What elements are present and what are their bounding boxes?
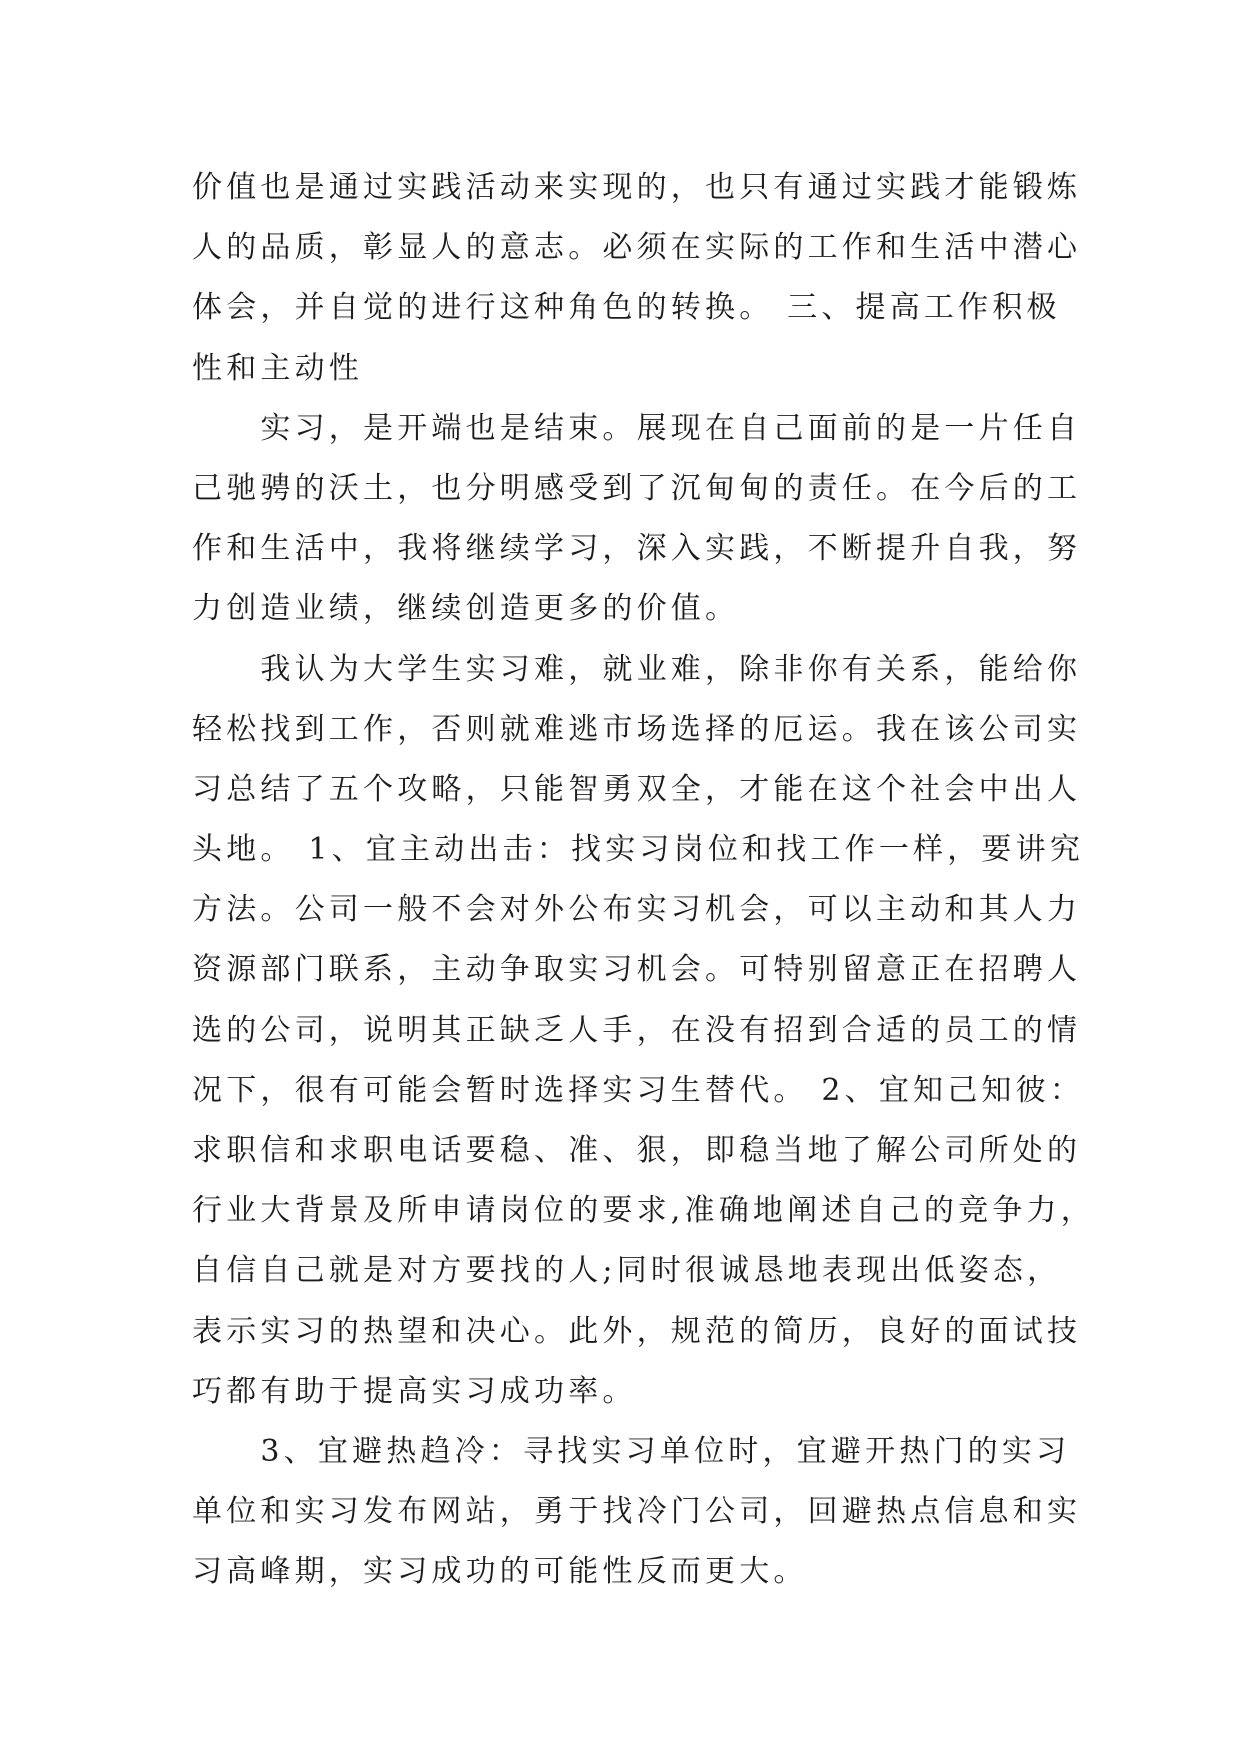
text-line-6: 己驰骋的沃土，也分明感受到了沉甸甸的责任。在今后的工 bbox=[192, 470, 1082, 506]
text-line-24: 习高峰期，实习成功的可能性反而更大。 bbox=[192, 1554, 808, 1590]
text-line-22: 3、宜避热趋冷：寻找实习单位时，宜避开热门的实习 bbox=[192, 1433, 1071, 1469]
text-line-4: 性和主动性 bbox=[192, 350, 363, 386]
text-line-5: 实习，是开端也是结束。展现在自己面前的是一片任自 bbox=[192, 410, 1082, 446]
text-line-20: 表示实习的热望和决心。此外，规范的简历，良好的面试技 bbox=[192, 1313, 1082, 1349]
text-line-8: 力创造业绩，继续创造更多的价值。 bbox=[192, 591, 740, 627]
text-line-3: 体会，并自觉的进行这种角色的转换。 三、提高工作积极 bbox=[192, 290, 1061, 326]
document-body bbox=[192, 158, 1095, 1603]
text-line-23: 单位和实习发布网站，勇于找冷门公司，回避热点信息和实 bbox=[192, 1494, 1082, 1530]
text-line-9: 我认为大学生实习难，就业难，除非你有关系，能给你 bbox=[192, 651, 1082, 687]
text-line-15: 选的公司，说明其正缺乏人手，在没有招到合适的员工的情 bbox=[192, 1012, 1082, 1048]
text-line-10: 轻松找到工作，否则就难逃市场选择的厄运。我在该公司实 bbox=[192, 711, 1082, 747]
text-line-17: 求职信和求职电话要稳、准、狠，即稳当地了解公司所处的 bbox=[192, 1133, 1082, 1168]
text-line-19: 自信自己就是对方要找的人;同时很诚恳地表现出低姿态， bbox=[192, 1253, 1062, 1289]
text-line-2: 人的品质，彰显人的意志。必须在实际的工作和生活中潜心 bbox=[192, 230, 1082, 266]
text-line-21: 巧都有助于提高实习成功率。 bbox=[192, 1373, 637, 1409]
text-line-11: 习总结了五个攻略，只能智勇双全，才能在这个社会中出人 bbox=[192, 771, 1082, 807]
text-line-13: 方法。公司一般不会对外公布实习机会，可以主动和其人力 bbox=[192, 892, 1082, 928]
text-line-18: 行业大背景及所申请岗位的要求,准确地阐述自己的竞争力， bbox=[192, 1193, 1095, 1229]
text-line-16: 况下，很有可能会暂时选择实习生替代。 2、宜知己知彼： bbox=[192, 1072, 1085, 1108]
text-line-7: 作和生活中，我将继续学习，深入实践，不断提升自我，努 bbox=[192, 531, 1082, 567]
text-line-1: 价值也是通过实践活动来实现的，也只有通过实践才能锻炼 bbox=[192, 170, 1082, 205]
text-line-14: 资源部门联系，主动争取实习机会。可特别留意正在招聘人 bbox=[192, 952, 1082, 988]
text-line-12: 头地。 1、宜主动出击：找实习岗位和找工作一样，要讲究 bbox=[192, 832, 1085, 868]
